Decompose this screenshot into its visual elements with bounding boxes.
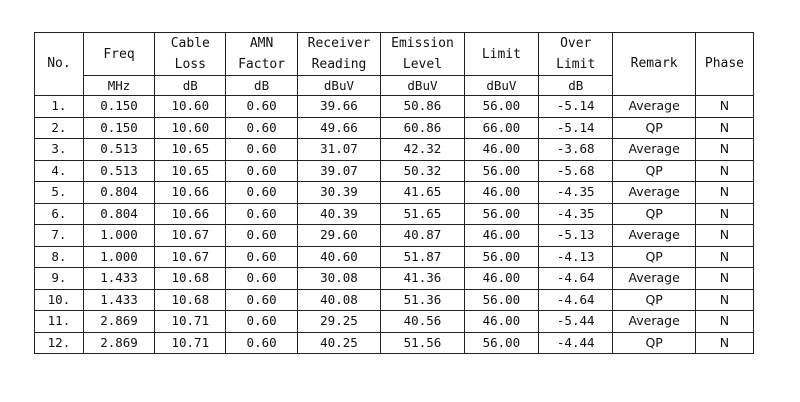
header-phase: Phase <box>695 33 753 96</box>
cell-amn-factor: 0.60 <box>226 182 297 204</box>
cell-over-limit: -5.14 <box>539 117 613 139</box>
header-receiver-reading-line1: Receiver <box>307 36 371 51</box>
header-no: No. <box>35 33 84 96</box>
cell-over-limit: -4.35 <box>539 203 613 225</box>
cell-over-limit: -5.14 <box>539 96 613 118</box>
cell-no: 2. <box>35 117 84 139</box>
cell-limit: 46.00 <box>464 225 538 247</box>
cell-remark: QP <box>613 160 695 182</box>
cell-over-limit: -4.64 <box>539 289 613 311</box>
cell-no: 9. <box>35 268 84 290</box>
header-emission-level-line2: Level <box>402 57 443 72</box>
cell-limit: 46.00 <box>464 311 538 333</box>
unit-over-limit: dB <box>539 76 613 96</box>
header-emission-level-line1: Emission <box>391 36 454 51</box>
cell-freq: 0.513 <box>83 139 154 161</box>
cell-remark: Average <box>613 268 695 290</box>
cell-emission-level: 41.36 <box>381 268 465 290</box>
cell-over-limit: -4.35 <box>539 182 613 204</box>
cell-cable-loss: 10.66 <box>155 203 226 225</box>
cell-freq: 2.869 <box>83 311 154 333</box>
cell-freq: 0.150 <box>83 96 154 118</box>
cell-phase: N <box>695 268 753 290</box>
cell-receiver-reading: 39.66 <box>297 96 381 118</box>
cell-limit: 56.00 <box>464 96 538 118</box>
header-receiver-reading <box>297 33 381 76</box>
cell-cable-loss: 10.68 <box>155 289 226 311</box>
cell-limit: 46.00 <box>464 268 538 290</box>
cell-remark: Average <box>613 182 695 204</box>
cell-phase: N <box>695 203 753 225</box>
cell-phase: N <box>695 117 753 139</box>
unit-limit: dBuV <box>464 76 538 96</box>
table-row <box>35 311 754 333</box>
cell-remark: QP <box>613 332 695 354</box>
header-amn-factor-line2: Factor <box>238 57 286 72</box>
cell-no: 10. <box>35 289 84 311</box>
cell-freq: 1.433 <box>83 289 154 311</box>
header-over-limit <box>539 33 613 76</box>
cell-receiver-reading: 40.60 <box>297 246 381 268</box>
table-row <box>35 139 754 161</box>
cell-emission-level: 50.86 <box>381 96 465 118</box>
unit-receiver-reading: dBuV <box>297 76 381 96</box>
cell-phase: N <box>695 96 753 118</box>
cell-cable-loss: 10.60 <box>155 117 226 139</box>
cell-emission-level: 40.56 <box>381 311 465 333</box>
emission-test-table <box>34 32 754 354</box>
cell-over-limit: -4.64 <box>539 268 613 290</box>
emission-test-table-container <box>34 32 754 354</box>
cell-amn-factor: 0.60 <box>226 139 297 161</box>
cell-emission-level: 60.86 <box>381 117 465 139</box>
header-remark: Remark <box>613 33 695 96</box>
cell-cable-loss: 10.65 <box>155 160 226 182</box>
header-row <box>35 33 754 76</box>
cell-emission-level: 40.87 <box>381 225 465 247</box>
table-row <box>35 96 754 118</box>
cell-phase: N <box>695 311 753 333</box>
cell-remark: QP <box>613 203 695 225</box>
cell-emission-level: 51.56 <box>381 332 465 354</box>
header-emission-level <box>381 33 465 76</box>
cell-limit: 46.00 <box>464 182 538 204</box>
cell-freq: 0.804 <box>83 182 154 204</box>
cell-amn-factor: 0.60 <box>226 160 297 182</box>
cell-amn-factor: 0.60 <box>226 203 297 225</box>
cell-remark: QP <box>613 289 695 311</box>
cell-phase: N <box>695 182 753 204</box>
cell-amn-factor: 0.60 <box>226 311 297 333</box>
cell-receiver-reading: 29.25 <box>297 311 381 333</box>
cell-freq: 1.000 <box>83 225 154 247</box>
cell-cable-loss: 10.71 <box>155 332 226 354</box>
cell-amn-factor: 0.60 <box>226 289 297 311</box>
header-amn-factor-line1: AMN <box>249 36 274 51</box>
cell-freq: 0.150 <box>83 117 154 139</box>
cell-cable-loss: 10.67 <box>155 246 226 268</box>
cell-emission-level: 51.36 <box>381 289 465 311</box>
cell-freq: 1.000 <box>83 246 154 268</box>
cell-no: 7. <box>35 225 84 247</box>
header-over-limit-line2: Limit <box>556 57 596 72</box>
cell-no: 5. <box>35 182 84 204</box>
cell-remark: Average <box>613 139 695 161</box>
cell-freq: 0.804 <box>83 203 154 225</box>
cell-phase: N <box>695 139 753 161</box>
cell-over-limit: -5.13 <box>539 225 613 247</box>
table-body <box>35 96 754 354</box>
cell-limit: 46.00 <box>464 139 538 161</box>
table-row <box>35 332 754 354</box>
header-amn-factor <box>226 33 297 76</box>
cell-limit: 56.00 <box>464 160 538 182</box>
cell-no: 4. <box>35 160 84 182</box>
cell-remark: QP <box>613 117 695 139</box>
table-row <box>35 225 754 247</box>
unit-freq: MHz <box>83 76 154 96</box>
cell-phase: N <box>695 160 753 182</box>
table-row <box>35 203 754 225</box>
cell-over-limit: -3.68 <box>539 139 613 161</box>
cell-phase: N <box>695 289 753 311</box>
cell-amn-factor: 0.60 <box>226 246 297 268</box>
cell-phase: N <box>695 225 753 247</box>
cell-remark: Average <box>613 311 695 333</box>
unit-emission-level: dBuV <box>381 76 465 96</box>
cell-cable-loss: 10.65 <box>155 139 226 161</box>
cell-amn-factor: 0.60 <box>226 117 297 139</box>
cell-over-limit: -4.13 <box>539 246 613 268</box>
cell-cable-loss: 10.71 <box>155 311 226 333</box>
header-receiver-reading-line2: Reading <box>311 57 367 72</box>
cell-limit: 56.00 <box>464 203 538 225</box>
header-freq: Freq <box>83 33 154 76</box>
cell-no: 8. <box>35 246 84 268</box>
table-row <box>35 289 754 311</box>
cell-receiver-reading: 30.08 <box>297 268 381 290</box>
cell-remark: Average <box>613 225 695 247</box>
cell-receiver-reading: 40.39 <box>297 203 381 225</box>
table-row <box>35 117 754 139</box>
unit-cable-loss: dB <box>155 76 226 96</box>
header-over-limit-line1: Over <box>560 36 592 51</box>
cell-cable-loss: 10.68 <box>155 268 226 290</box>
cell-receiver-reading: 40.08 <box>297 289 381 311</box>
table-header <box>35 33 754 96</box>
cell-receiver-reading: 49.66 <box>297 117 381 139</box>
cell-amn-factor: 0.60 <box>226 225 297 247</box>
cell-cable-loss: 10.66 <box>155 182 226 204</box>
cell-receiver-reading: 29.60 <box>297 225 381 247</box>
table-row <box>35 268 754 290</box>
cell-limit: 56.00 <box>464 246 538 268</box>
unit-amn-factor: dB <box>226 76 297 96</box>
cell-emission-level: 50.32 <box>381 160 465 182</box>
cell-emission-level: 51.87 <box>381 246 465 268</box>
cell-no: 11. <box>35 311 84 333</box>
cell-cable-loss: 10.60 <box>155 96 226 118</box>
cell-no: 12. <box>35 332 84 354</box>
table-row <box>35 182 754 204</box>
cell-no: 6. <box>35 203 84 225</box>
cell-cable-loss: 10.67 <box>155 225 226 247</box>
cell-remark: QP <box>613 246 695 268</box>
cell-phase: N <box>695 332 753 354</box>
cell-emission-level: 51.65 <box>381 203 465 225</box>
header-limit: Limit <box>464 33 538 76</box>
header-cable-loss <box>155 33 226 76</box>
cell-emission-level: 42.32 <box>381 139 465 161</box>
cell-limit: 56.00 <box>464 332 538 354</box>
cell-freq: 0.513 <box>83 160 154 182</box>
cell-receiver-reading: 30.39 <box>297 182 381 204</box>
cell-over-limit: -5.68 <box>539 160 613 182</box>
cell-amn-factor: 0.60 <box>226 332 297 354</box>
cell-remark: Average <box>613 96 695 118</box>
cell-limit: 56.00 <box>464 289 538 311</box>
cell-amn-factor: 0.60 <box>226 268 297 290</box>
table-row <box>35 246 754 268</box>
header-cable-loss-line1: Cable <box>170 36 210 51</box>
table-row <box>35 160 754 182</box>
cell-limit: 66.00 <box>464 117 538 139</box>
cell-freq: 1.433 <box>83 268 154 290</box>
cell-receiver-reading: 31.07 <box>297 139 381 161</box>
cell-no: 3. <box>35 139 84 161</box>
cell-freq: 2.869 <box>83 332 154 354</box>
cell-amn-factor: 0.60 <box>226 96 297 118</box>
cell-receiver-reading: 40.25 <box>297 332 381 354</box>
cell-receiver-reading: 39.07 <box>297 160 381 182</box>
cell-over-limit: -4.44 <box>539 332 613 354</box>
cell-emission-level: 41.65 <box>381 182 465 204</box>
cell-phase: N <box>695 246 753 268</box>
header-cable-loss-line2: Loss <box>174 57 206 72</box>
cell-no: 1. <box>35 96 84 118</box>
cell-over-limit: -5.44 <box>539 311 613 333</box>
